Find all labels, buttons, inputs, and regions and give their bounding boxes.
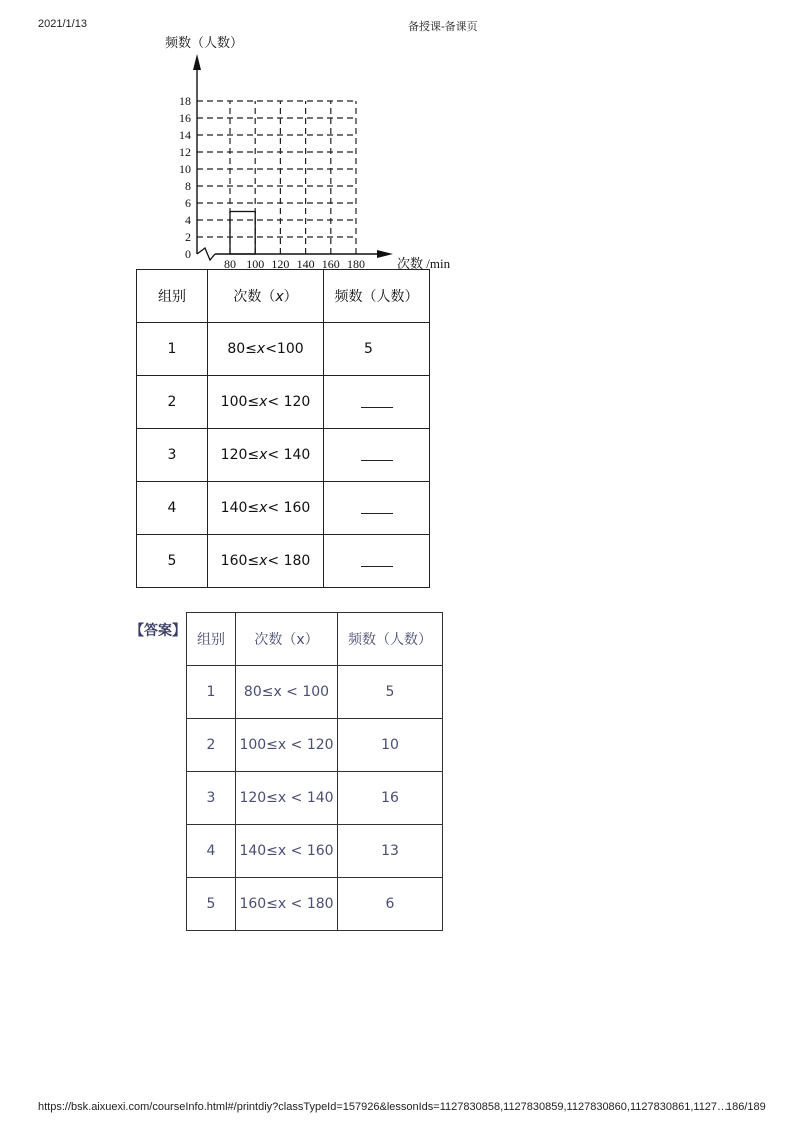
y-tick-label: 14 — [179, 128, 191, 142]
frequency-blank-cell — [324, 482, 430, 535]
table-row — [187, 825, 443, 878]
range-var: x — [259, 394, 268, 410]
frequency-blank-cell — [324, 429, 430, 482]
range-var: x — [259, 500, 268, 516]
answer-blank — [361, 503, 393, 514]
footer-url[interactable]: https://bsk.aixuexi.com/courseInfo.html#/printdiy?classTypeId=157926&lessonIds=1127830858,1127830859,1127830860,1127830861,1127… — [38, 1101, 729, 1113]
answer-label: 【答案】 — [130, 623, 186, 639]
range-right: <100 — [265, 341, 304, 357]
x-tick-label: 80 — [224, 257, 236, 271]
range-cell: 160≤x < 180 — [236, 878, 338, 931]
answer-blank — [361, 450, 393, 461]
range-left: 160≤ — [220, 553, 260, 569]
range-left: 140≤ — [220, 500, 260, 516]
y-axis-label: 频数（人数） — [165, 35, 244, 50]
group-cell: 2 — [187, 719, 236, 772]
range-right: < 140 — [267, 447, 311, 463]
table-header-row — [137, 270, 430, 323]
range-cell — [208, 323, 324, 376]
frequency-cell: 16 — [338, 772, 443, 825]
header-count — [208, 270, 324, 323]
header-group: 组别 — [187, 613, 236, 666]
frequency-blank-cell — [324, 535, 430, 588]
frequency-cell: 5 — [338, 666, 443, 719]
range-right: < 120 — [267, 394, 311, 410]
range-cell — [208, 535, 324, 588]
x-tick-label: 120 — [271, 257, 290, 271]
frequency-cell: 6 — [338, 878, 443, 931]
header-frequency: 频数（人数） — [338, 613, 443, 666]
frequency-blank-cell — [324, 376, 430, 429]
range-var: x — [256, 341, 266, 357]
chart-axes — [193, 54, 393, 260]
header-count: 次数（x） — [236, 613, 338, 666]
y-tick-labels — [179, 94, 191, 261]
range-cell: 80≤x < 100 — [236, 666, 338, 719]
x-tick-label: 140 — [296, 257, 315, 271]
y-tick-label: 4 — [185, 213, 191, 227]
range-var: x — [259, 447, 268, 463]
y-tick-label: 6 — [185, 196, 191, 210]
group-cell: 3 — [187, 772, 236, 825]
header-count-var: x — [275, 289, 284, 305]
table-row — [187, 666, 443, 719]
table-row — [187, 719, 443, 772]
frequency-cell: 5 — [324, 323, 430, 376]
group-cell: 2 — [137, 376, 208, 429]
group-cell: 1 — [137, 323, 208, 376]
histogram-bar — [230, 212, 255, 255]
table-row — [137, 429, 430, 482]
page-number: 186/189 — [726, 1101, 766, 1113]
question-table — [136, 269, 430, 588]
header-frequency: 频数（人数） — [324, 270, 430, 323]
y-tick-label: 0 — [185, 247, 191, 261]
answer-blank — [361, 556, 393, 567]
y-tick-label: 10 — [179, 162, 191, 176]
range-cell: 140≤x < 160 — [236, 825, 338, 878]
page-title: 备授课-备课页 — [408, 21, 478, 33]
chart-bars — [230, 212, 255, 255]
range-cell — [208, 376, 324, 429]
range-right: < 160 — [267, 500, 311, 516]
group-cell: 5 — [187, 878, 236, 931]
range-cell: 120≤x < 140 — [236, 772, 338, 825]
table-row — [137, 482, 430, 535]
group-cell: 5 — [137, 535, 208, 588]
group-cell: 3 — [137, 429, 208, 482]
table-row — [187, 878, 443, 931]
range-cell: 100≤x < 120 — [236, 719, 338, 772]
table-row — [137, 535, 430, 588]
range-cell — [208, 482, 324, 535]
table-row — [137, 323, 430, 376]
group-cell: 4 — [187, 825, 236, 878]
histogram-chart — [155, 32, 465, 272]
x-tick-label: 100 — [246, 257, 265, 271]
header-count-text: 次数（ — [233, 289, 276, 305]
range-cell — [208, 429, 324, 482]
x-tick-label: 180 — [347, 257, 365, 271]
answer-table — [186, 612, 443, 931]
header-group: 组别 — [137, 270, 208, 323]
print-date: 2021/1/13 — [38, 18, 87, 30]
y-tick-label: 12 — [179, 145, 191, 159]
range-var: x — [259, 553, 268, 569]
y-tick-label: 16 — [179, 111, 191, 125]
x-axis-arrow — [377, 250, 393, 258]
y-tick-label: 18 — [179, 94, 191, 108]
x-tick-label: 160 — [321, 257, 340, 271]
chart-grid — [197, 101, 356, 254]
y-tick-label: 8 — [185, 179, 191, 193]
frequency-cell: 13 — [338, 825, 443, 878]
range-left: 120≤ — [220, 447, 260, 463]
answer-blank — [361, 397, 393, 408]
group-cell: 4 — [137, 482, 208, 535]
x-axis-label: 次数 /min — [397, 256, 451, 271]
table-row — [137, 376, 430, 429]
axis-break-mark — [197, 248, 215, 260]
range-left: 100≤ — [220, 394, 260, 410]
table-header-row — [187, 613, 443, 666]
group-cell: 1 — [187, 666, 236, 719]
frequency-cell: 10 — [338, 719, 443, 772]
y-axis-arrow — [193, 54, 201, 70]
table-row — [187, 772, 443, 825]
range-left: 80≤ — [227, 341, 257, 357]
range-right: < 180 — [267, 553, 311, 569]
y-tick-label: 2 — [185, 230, 191, 244]
header-count-close: ） — [283, 289, 298, 305]
